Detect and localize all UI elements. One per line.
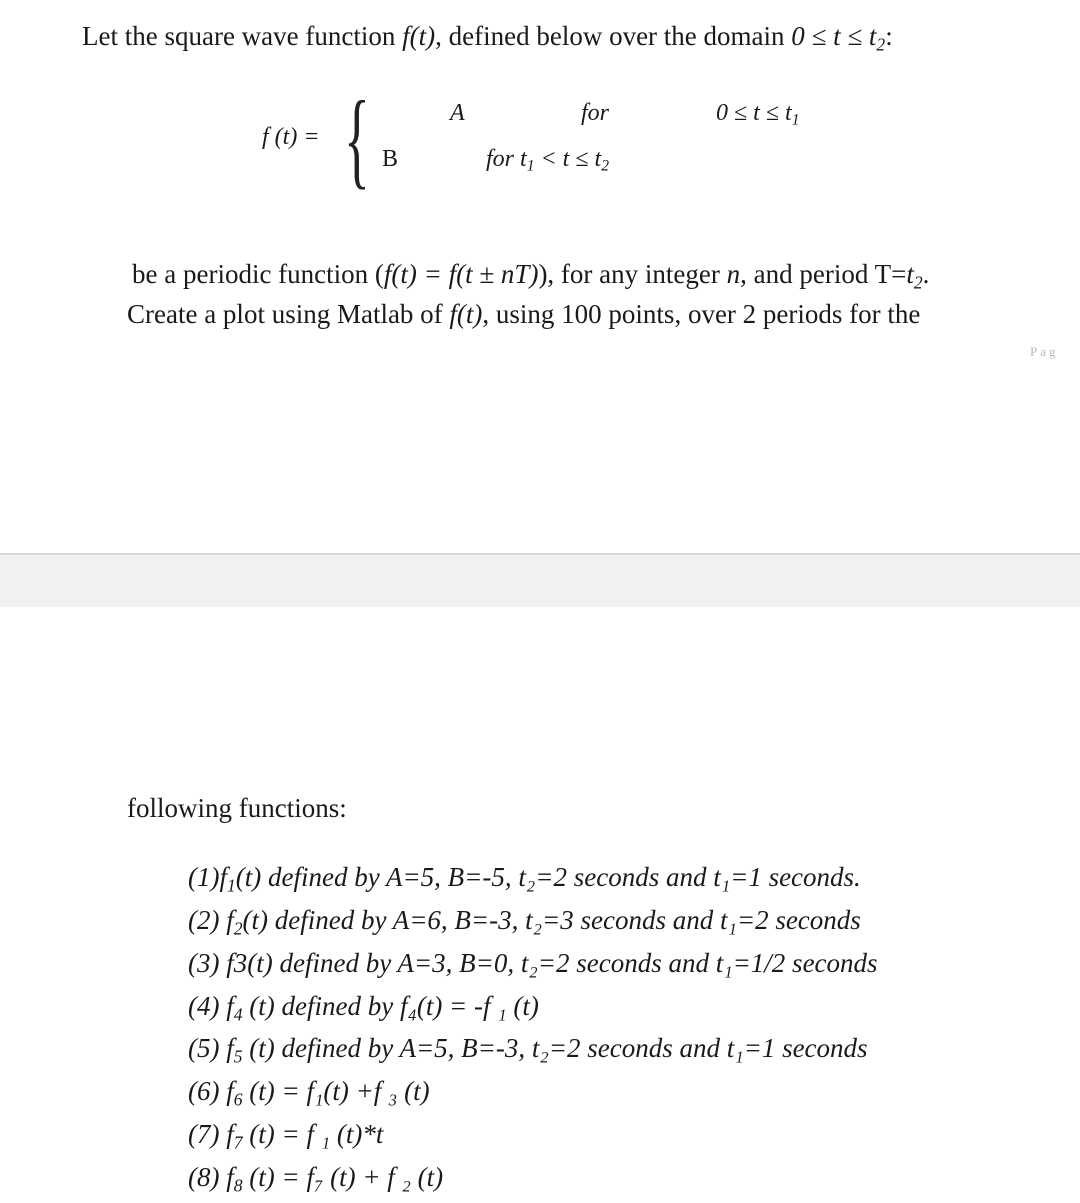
case2-condition: for $t_1 < t \le t_2$ (486, 146, 609, 175)
list-item: (7) $f_7$ (t) = f ₁ (t)*t (188, 1119, 384, 1153)
following-functions-heading: following functions: (127, 793, 347, 823)
list-item: $(1)f_1(t)$ defined by A=5, B=-5, t₂=2 seconds and t₁=1 seconds. (188, 862, 861, 896)
list-item: (3) f3(t) defined by A=3, B=0, t₂=2 seconds and t₁=1/2 seconds (188, 947, 878, 978)
case1-value: A (450, 100, 465, 126)
piecewise-brace: { (344, 80, 370, 199)
create-plot-line: Create a plot using Matlab of f(t), using 100 points, over 2 periods for the (127, 299, 921, 329)
intro-line (82, 16, 893, 64)
list-item: (5) $f_5$ (t) defined by A=5, B=-3, t₂=2 seconds and t₁=1 seconds (188, 1033, 868, 1067)
case1-for: for (581, 100, 610, 126)
list-item: (2) $f_2(t)$ defined by A=6, B=-3, t₂=3 seconds and t₁=2 seconds (188, 904, 861, 939)
list-item: (8) $f_8$ (t) = f₇ (t) + f ₂ (t) (188, 1161, 444, 1196)
intro-colon: : (885, 21, 893, 51)
intro-function: f(t) (402, 21, 436, 51)
list-item: (6) $f_6$ (t) = f₁(t) +f ₃ (t) (188, 1076, 430, 1110)
function-list (188, 860, 878, 1203)
case1-condition: $0 \le t \le t_1$ (716, 100, 800, 129)
intro-mid: , defined below over the domain (435, 21, 785, 51)
piecewise-lhs: f (t) = (262, 124, 320, 150)
list-item: (4) $f_4$ (t) defined by f₄(t) = -f ₁ (t) (188, 990, 539, 1024)
periodic-equation: f(t) = f(t ± nT) (383, 259, 539, 289)
periodic-line: be a periodic function (f(t) = f(t ± nT)), for any integer n, and period $T=t_2$. (132, 259, 930, 293)
page-footer-label: Pag (1030, 344, 1059, 359)
page-break-gap (0, 553, 1080, 607)
intro-text: Let the square wave function (82, 21, 396, 51)
intro-domain: $0 \le t \le t_2$ (791, 21, 886, 55)
case2-value: B (382, 146, 399, 172)
